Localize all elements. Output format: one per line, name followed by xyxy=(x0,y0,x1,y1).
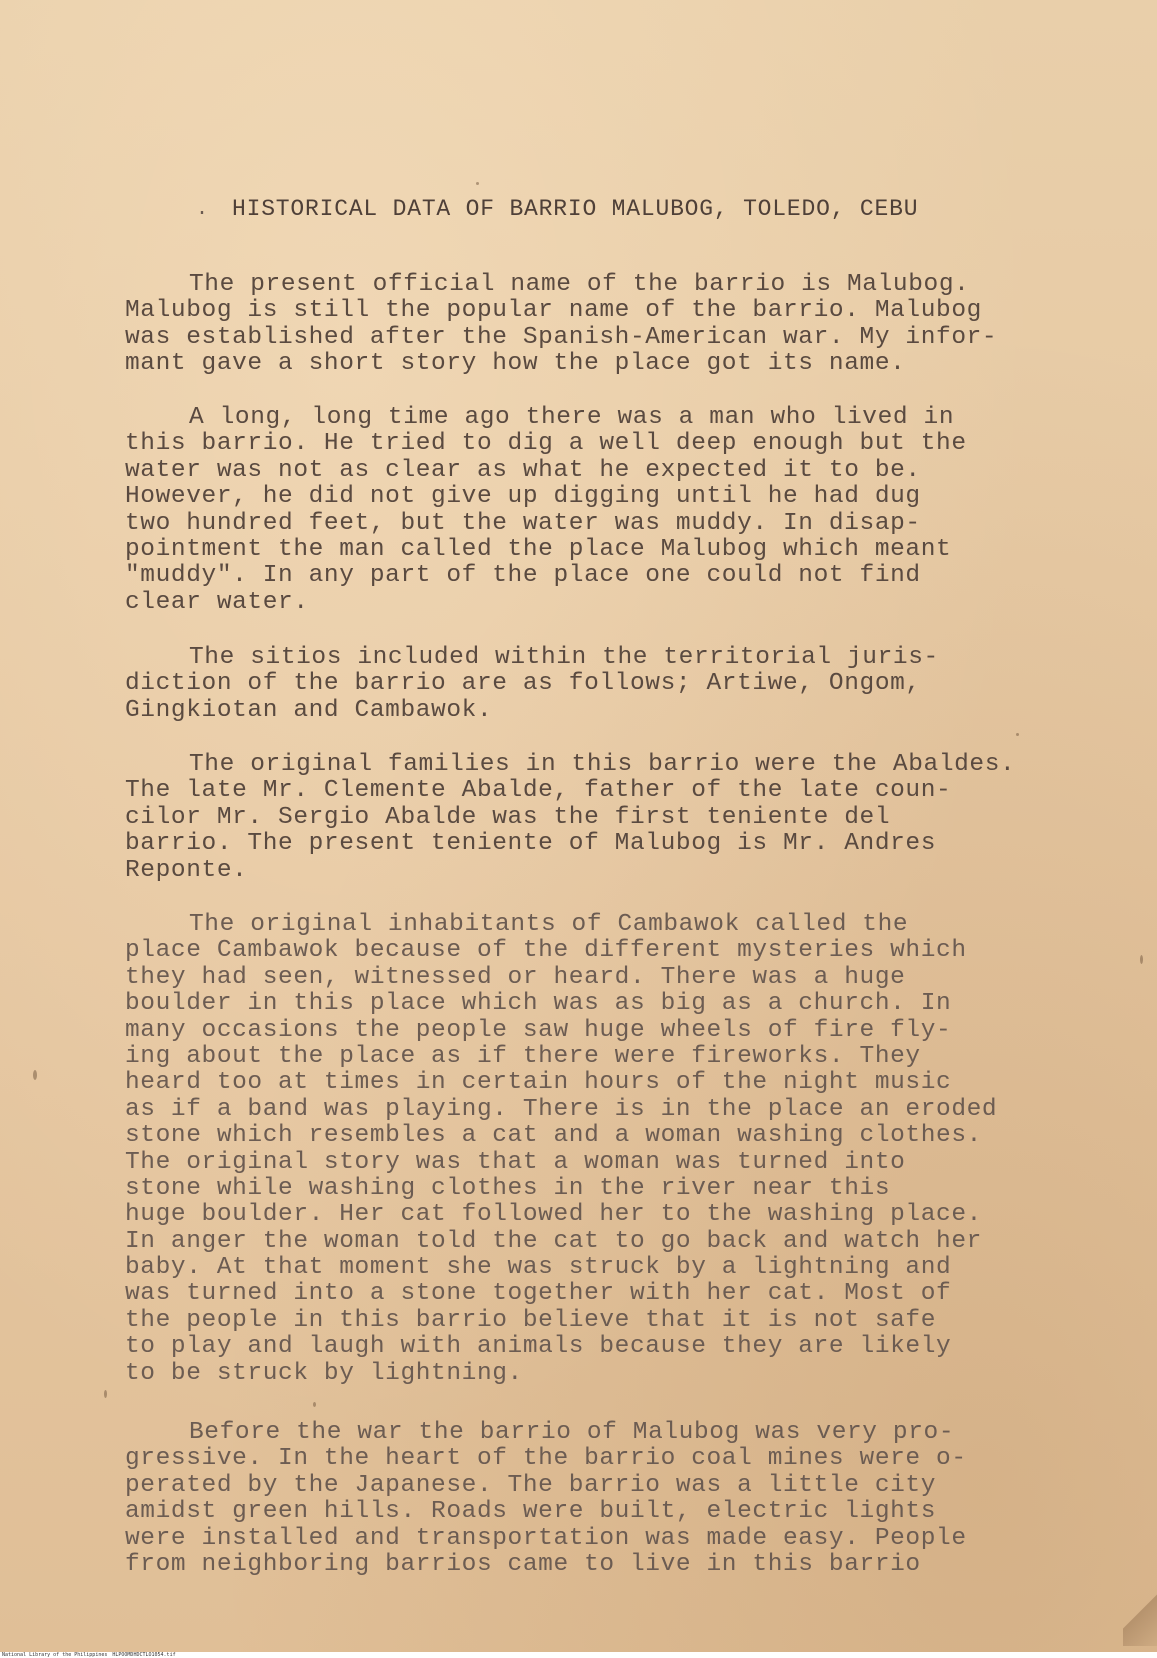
paragraph-line: water was not as clear as what he expected it to be. xyxy=(125,456,921,484)
paragraph-line: diction of the barrio are as follows; Artiwe, Ongom, xyxy=(125,670,921,698)
page-title: HISTORICAL DATA OF BARRIO MALUBOG, TOLEDO, CEBU xyxy=(232,196,919,222)
title-mark: . xyxy=(196,198,209,221)
paragraph-line: as if a band was playing. There is in the place an eroded xyxy=(125,1095,998,1123)
paragraph-line: The sitios included within the territorial juris- xyxy=(189,644,939,671)
paragraph-line: place Cambawok because of the different mysteries which xyxy=(125,937,967,965)
paragraph-line: The present official name of the barrio is Malubog. xyxy=(189,271,970,298)
paragraph-line: to play and laugh with animals because they are likely xyxy=(125,1333,952,1361)
paragraph-line: was turned into a stone together with her cat. Most of xyxy=(125,1280,952,1308)
paragraph-line: clear water. xyxy=(125,588,309,616)
paragraph-original-families xyxy=(125,752,1055,884)
paragraph-line: A long, long time ago there was a man who lived in xyxy=(189,404,955,431)
paragraph-line: this barrio. He tried to dig a well deep enough but the xyxy=(125,430,967,458)
paragraph-line: many occasions the people saw huge wheels of fire fly- xyxy=(125,1016,952,1044)
paragraph-line: from neighboring barrios came to live in this barrio xyxy=(125,1550,921,1578)
paragraph-line: The original story was that a woman was turned into xyxy=(125,1148,906,1176)
paragraph-line: were installed and transportation was made easy. People xyxy=(125,1524,967,1552)
paragraph-line: Reponte. xyxy=(125,856,248,884)
paragraph-line: The original families in this barrio were the Abaldes. xyxy=(189,751,1016,778)
paragraph-line: perated by the Japanese. The barrio was a little city xyxy=(125,1471,937,1499)
paragraph-line: The late Mr. Clemente Abalde, father of the late coun- xyxy=(125,777,952,805)
file-id: HLPOOMDHDCTLO1054.tif xyxy=(112,1652,176,1658)
paragraph-line: the people in this barrio believe that it is not safe xyxy=(125,1306,937,1334)
paragraph-line: gressive. In the heart of the barrio coal mines were o- xyxy=(125,1445,967,1473)
paragraph-before-the-war xyxy=(125,1420,1055,1578)
paragraph-line: stone while washing clothes in the river near this xyxy=(125,1174,891,1202)
paragraph-line: two hundred feet, but the water was muddy. In disap- xyxy=(125,509,921,537)
paragraph-well-story xyxy=(125,405,1055,616)
paragraph-line: However, he did not give up digging until he had dug xyxy=(125,483,921,511)
paragraph-origin-of-name xyxy=(125,272,1055,378)
paragraph-line: mant gave a short story how the place got its name. xyxy=(125,350,906,378)
paragraph-line: pointment the man called the place Malubog which meant xyxy=(125,535,952,563)
paragraph-line: boulder in this place which was as big as a church. In xyxy=(125,990,952,1018)
paragraph-line: they had seen, witnessed or heard. There was a huge xyxy=(125,963,906,991)
paragraph-line: "muddy". In any part of the place one could not find xyxy=(125,562,921,590)
paragraph-cambawok-legend xyxy=(125,912,1055,1387)
paragraph-line: amidst green hills. Roads were built, electric lights xyxy=(125,1498,937,1526)
paragraph-sitios xyxy=(125,645,1055,724)
paragraph-line: stone which resembles a cat and a woman washing clothes. xyxy=(125,1122,982,1150)
paragraph-line: barrio. The present teniente of Malubog is Mr. Andres xyxy=(125,830,937,858)
paragraph-line: Malubog is still the popular name of the barrio. Malubog xyxy=(125,297,982,325)
paragraph-line: was established after the Spanish-American war. My infor- xyxy=(125,323,998,351)
paragraph-line: The original inhabitants of Cambawok called the xyxy=(189,911,909,938)
library-credit: National Library of the Philippines xyxy=(2,1652,108,1658)
paragraph-line: Before the war the barrio of Malubog was very pro- xyxy=(189,1419,955,1446)
scan-footer xyxy=(0,1652,1157,1658)
paragraph-line: Gingkiotan and Cambawok. xyxy=(125,696,493,724)
paragraph-line: ing about the place as if there were fireworks. They xyxy=(125,1042,921,1070)
paragraph-line: In anger the woman told the cat to go back and watch her xyxy=(125,1227,982,1255)
paragraph-line: baby. At that moment she was struck by a lightning and xyxy=(125,1254,952,1282)
paragraph-line: heard too at times in certain hours of the night music xyxy=(125,1069,952,1097)
paragraph-line: to be struck by lightning. xyxy=(125,1359,523,1387)
paragraph-line: cilor Mr. Sergio Abalde was the first teniente del xyxy=(125,803,891,831)
paragraph-line: huge boulder. Her cat followed her to the washing place. xyxy=(125,1201,982,1229)
